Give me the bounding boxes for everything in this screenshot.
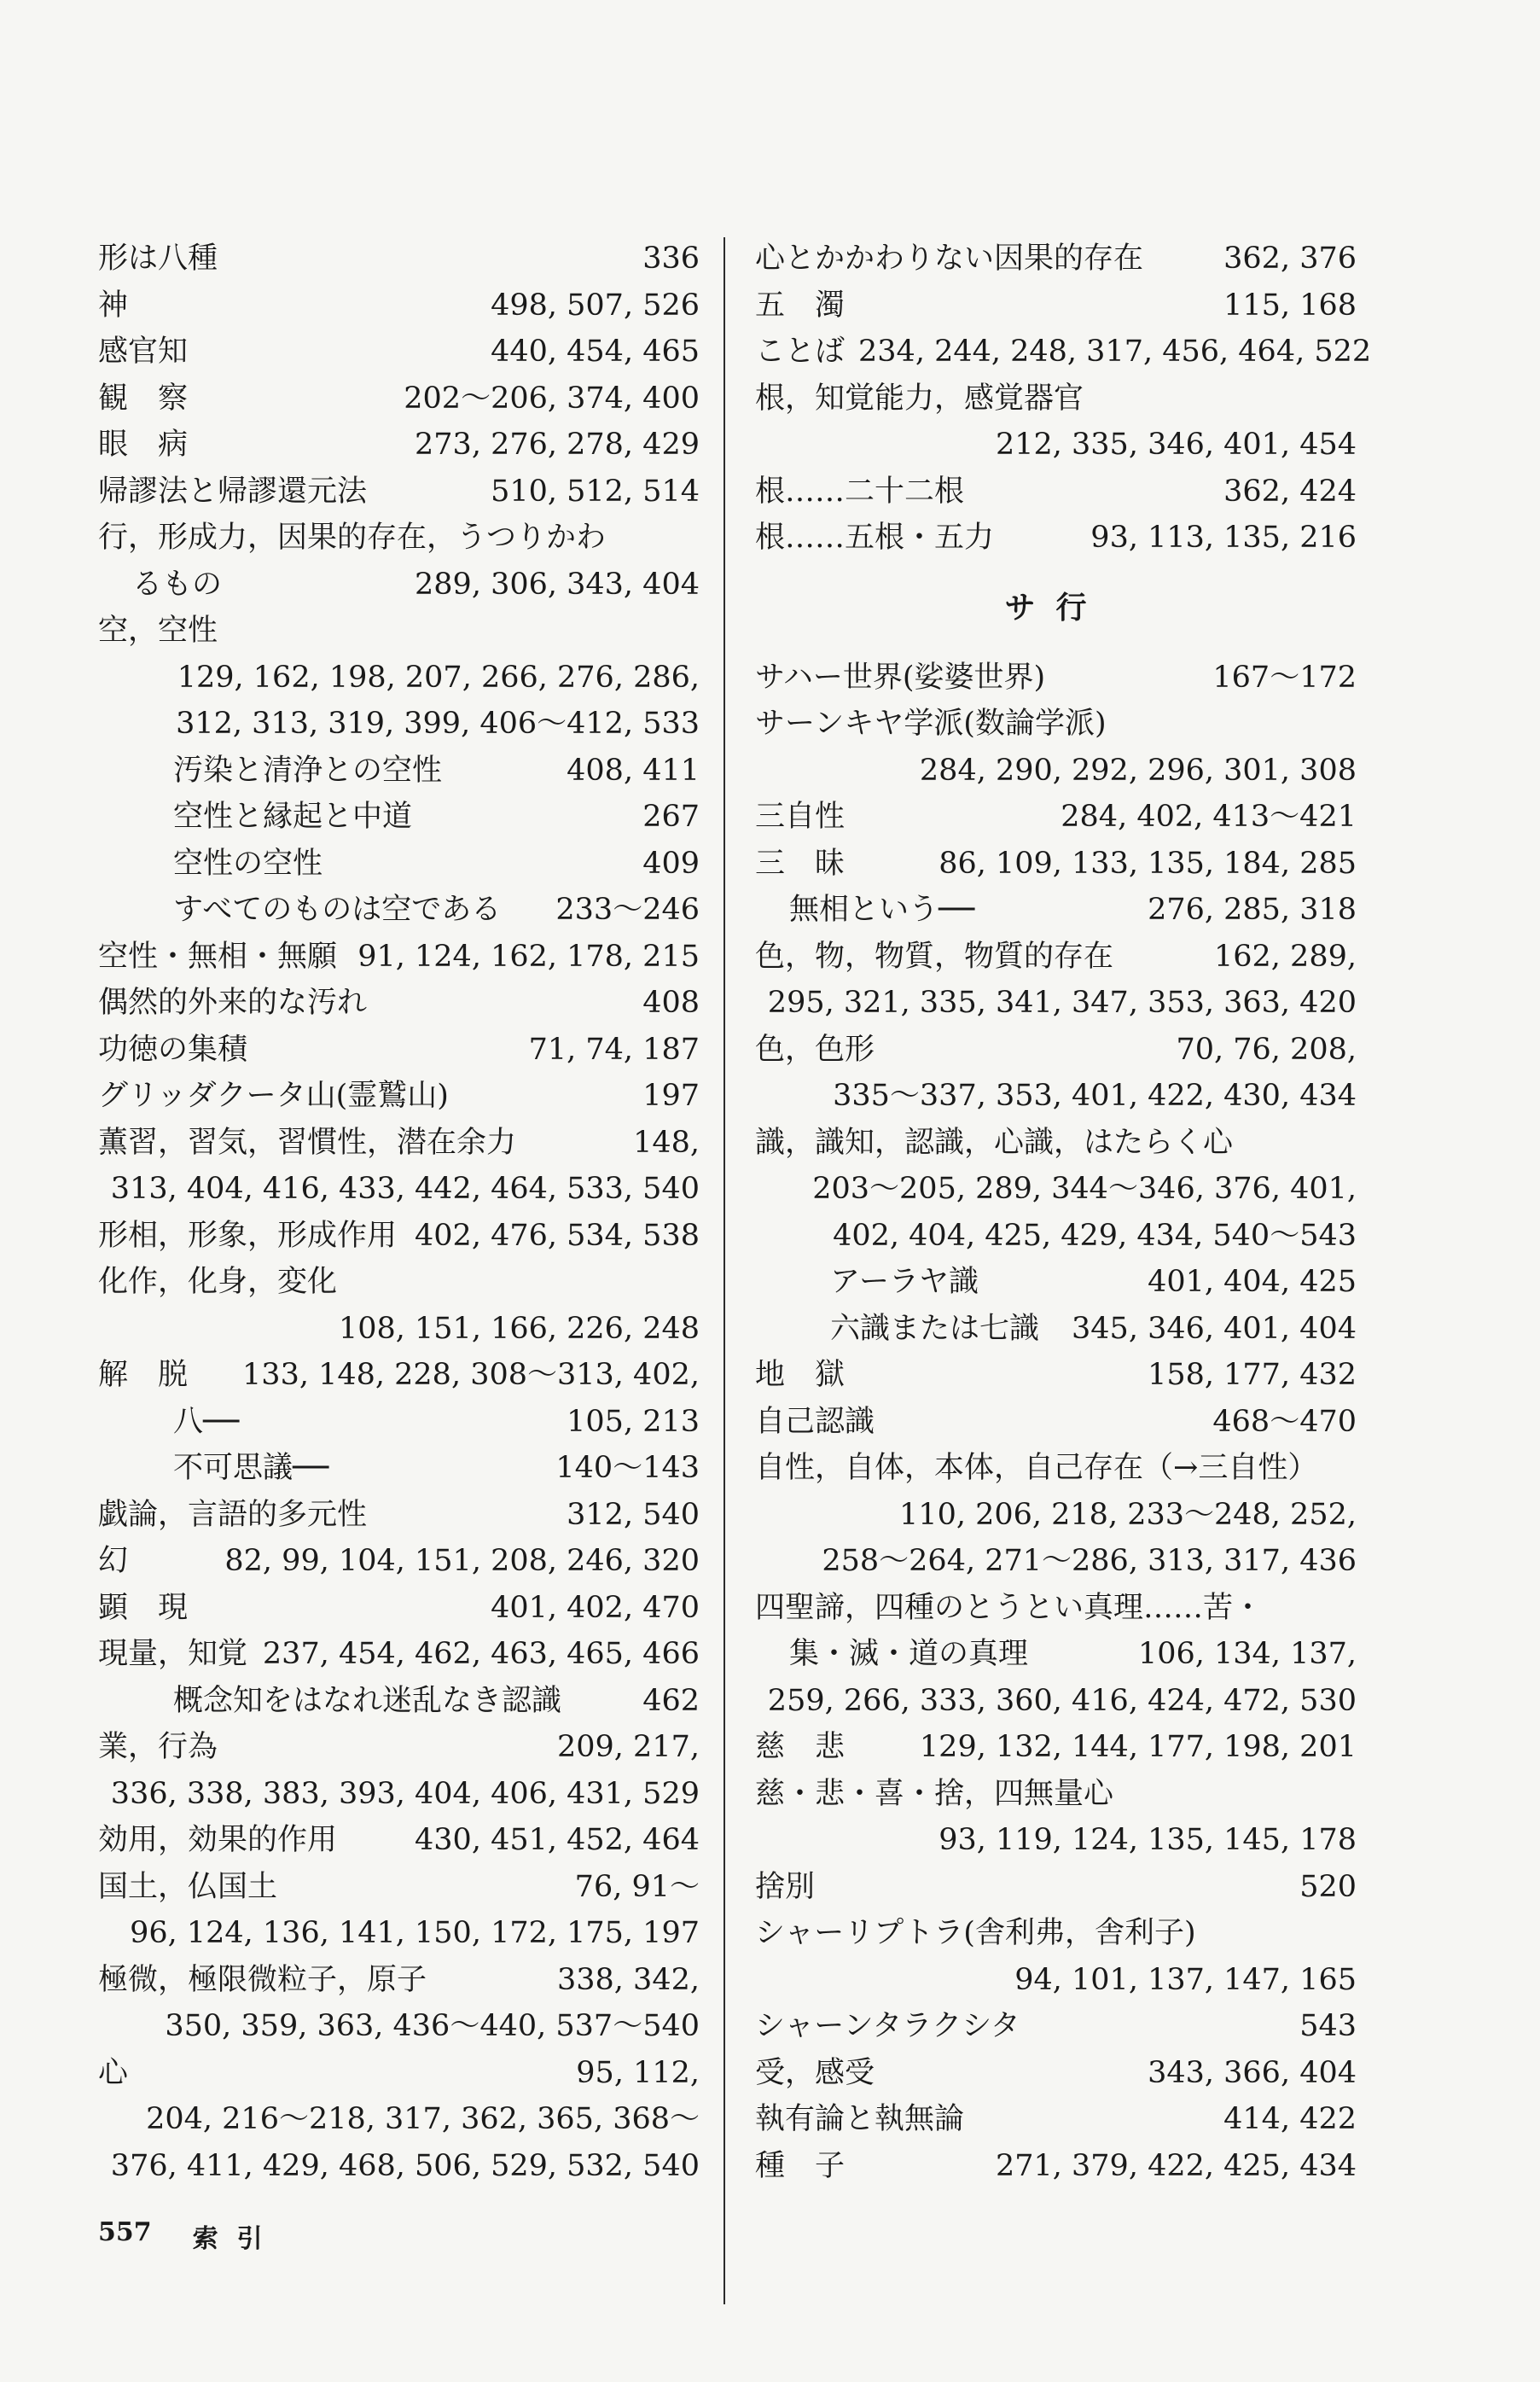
index-entry: アーラヤ識 401, 404, 425 <box>830 1265 1357 1299</box>
index-entry: 三自性 284, 402, 413～421 <box>755 800 1357 834</box>
index-entry: 350, 359, 363, 436～440, 537～540 <box>165 2009 700 2043</box>
index-entry: サーンキヤ学派(数論学派) <box>755 707 1107 741</box>
index-entry: 極微，極限微粒子，原子 338, 342, <box>98 1962 700 1997</box>
index-entry: 空性と縁起と中道 267 <box>173 800 700 834</box>
index-entry: 慈 悲 129, 132, 144, 177, 198, 201 <box>755 1730 1357 1764</box>
column-divider <box>724 237 725 2304</box>
index-entry: 神 498, 507, 526 <box>98 288 700 323</box>
index-entry: 94, 101, 137, 147, 165 <box>1014 1962 1357 1997</box>
index-entry: 帰謬法と帰謬還元法 510, 512, 514 <box>98 474 700 509</box>
index-entry: 感官知 440, 454, 465 <box>98 335 700 369</box>
page-footer <box>98 2217 282 2255</box>
index-entry: 六識または七識 345, 346, 401, 404 <box>830 1311 1357 1346</box>
index-entry: 203～205, 289, 344～346, 376, 401, <box>812 1172 1357 1206</box>
right-column <box>755 236 1372 2189</box>
index-entry: 三 昧 86, 109, 133, 135, 184, 285 <box>755 846 1357 881</box>
index-entry: 眼 病 273, 276, 278, 429 <box>98 428 700 462</box>
index-entry: 五 濁 115, 168 <box>755 288 1357 323</box>
index-entry: 93, 119, 124, 135, 145, 178 <box>939 1823 1357 1857</box>
index-entry: 偶然的外来的な汚れ 408 <box>98 986 700 1020</box>
index-entry: 色，色形 70, 76, 208, <box>755 1032 1357 1067</box>
index-entry: 自己認識 468～470 <box>755 1404 1357 1439</box>
index-entry: シャーリプトラ(舎利弗，舎利子) <box>755 1916 1196 1950</box>
footer-label: 索引 <box>192 2224 282 2254</box>
index-entry: 204, 216～218, 317, 362, 365, 368～ <box>146 2102 700 2136</box>
index-entry: グリッダクータ山(霊鷲山) 197 <box>98 1079 700 1113</box>
index-entry: 慈・悲・喜・捨，四無量心 <box>755 1776 1114 1811</box>
index-entry: るもの 289, 306, 343, 404 <box>132 567 700 602</box>
index-entry: 地 獄 158, 177, 432 <box>755 1358 1357 1392</box>
index-entry: 形は八種 336 <box>98 242 700 276</box>
index-entry: 根……五根・五力 93, 113, 135, 216 <box>755 521 1357 555</box>
index-entry: 108, 151, 166, 226, 248 <box>338 1311 700 1346</box>
index-entry: 現量，知覚 237, 454, 462, 463, 465, 466 <box>98 1637 700 1671</box>
index-entry: 313, 404, 416, 433, 442, 464, 533, 540 <box>110 1172 700 1206</box>
page-number: 557 <box>98 2217 152 2247</box>
index-entry: 402, 404, 425, 429, 434, 540～543 <box>833 1218 1357 1253</box>
index-entry: 概念知をはなれ迷乱なき認識 462 <box>173 1683 700 1718</box>
index-entry: ことば 234, 244, 248, 317, 456, 464, 522 <box>755 335 1372 369</box>
index-entry: 根……二十二根 362, 424 <box>755 474 1357 509</box>
index-entry: 形相，形象，形成作用 402, 476, 534, 538 <box>98 1218 700 1253</box>
index-entry: 295, 321, 335, 341, 347, 353, 363, 420 <box>767 986 1357 1020</box>
index-entry: 不可思議── 140～143 <box>173 1451 700 1485</box>
index-entry: 312, 313, 319, 399, 406～412, 533 <box>176 707 700 741</box>
index-entry: 259, 266, 333, 360, 416, 424, 472, 530 <box>767 1683 1357 1718</box>
index-entry: 顕 現 401, 402, 470 <box>98 1590 700 1625</box>
index-entry: 捨別 520 <box>755 1869 1357 1904</box>
index-entry: 集・滅・道の真理 106, 134, 137, <box>789 1637 1357 1671</box>
index-entry: 336, 338, 383, 393, 404, 406, 431, 529 <box>110 1776 700 1811</box>
index-entry: 376, 411, 429, 468, 506, 529, 532, 540 <box>110 2148 700 2183</box>
index-entry: シャーンタラクシタ 543 <box>755 2009 1357 2043</box>
index-entry: 四聖諦，四種のとうとい真理……苦・ <box>755 1590 1264 1625</box>
index-entry: 212, 335, 346, 401, 454 <box>995 428 1357 462</box>
index-entry: 受，感受 343, 366, 404 <box>755 2055 1357 2090</box>
index-entry: 無相という── 276, 285, 318 <box>789 893 1357 927</box>
index-entry: 空性・無相・無願 91, 124, 162, 178, 215 <box>98 939 700 974</box>
index-entry: 行，形成力，因果的存在，うつりかわ <box>98 521 607 555</box>
index-entry: 110, 206, 218, 233～248, 252, <box>899 1497 1357 1532</box>
index-entry: 284, 290, 292, 296, 301, 308 <box>919 753 1357 788</box>
index-entry: サハー世界(娑婆世界) 167～172 <box>755 660 1357 695</box>
index-entry: 業，行為 209, 217, <box>98 1730 700 1764</box>
index-entry: 色，物，物質，物質的存在 162, 289, <box>755 939 1357 974</box>
index-entry: 種 子 271, 379, 422, 425, 434 <box>755 2148 1357 2183</box>
index-entry: 薫習，習気，習慣性，潜在余力 148, <box>98 1125 700 1160</box>
index-entry: 335～337, 353, 401, 422, 430, 434 <box>833 1079 1357 1113</box>
index-entry: 解 脱 133, 148, 228, 308～313, 402, <box>98 1358 700 1392</box>
index-entry: 根，知覚能力，感覚器官 <box>755 381 1084 416</box>
index-entry: 八── 105, 213 <box>173 1404 700 1439</box>
index-entry: 執有論と執無論 414, 422 <box>755 2102 1357 2136</box>
index-entry: 汚染と清浄との空性 408, 411 <box>173 753 700 788</box>
index-entry: 効用，効果的作用 430, 451, 452, 464 <box>98 1823 700 1857</box>
index-entry: 幻 82, 99, 104, 151, 208, 246, 320 <box>98 1544 700 1578</box>
index-entry: 戯論，言語的多元性 312, 540 <box>98 1497 700 1532</box>
index-entry: すべてのものは空である 233～246 <box>173 893 700 927</box>
index-entry: 129, 162, 198, 207, 266, 276, 286, <box>177 660 700 695</box>
index-entry: 96, 124, 136, 141, 150, 172, 175, 197 <box>130 1916 700 1950</box>
index-entry: 心とかかわりない因果的存在 362, 376 <box>755 242 1357 276</box>
index-entry: 功徳の集積 71, 74, 187 <box>98 1032 700 1067</box>
index-entry: 観 察 202～206, 374, 400 <box>98 381 700 416</box>
index-entry: 識，識知，認識，心識，はたらく心 <box>755 1125 1234 1160</box>
section-heading-sa: サ行 <box>1004 589 1107 626</box>
left-column <box>98 236 700 2189</box>
index-entry: 258～264, 271～286, 313, 317, 436 <box>822 1544 1357 1578</box>
index-entry: 空性の空性 409 <box>173 846 700 881</box>
index-entry: 心 95, 112, <box>98 2055 700 2090</box>
index-entry: 空，空性 <box>98 614 218 648</box>
index-entry: 自性，自体，本体，自己存在（→三自性） <box>755 1451 1318 1485</box>
index-entry: 化作，化身，変化 <box>98 1265 338 1299</box>
index-entry: 国土，仏国土 76, 91～ <box>98 1869 700 1904</box>
